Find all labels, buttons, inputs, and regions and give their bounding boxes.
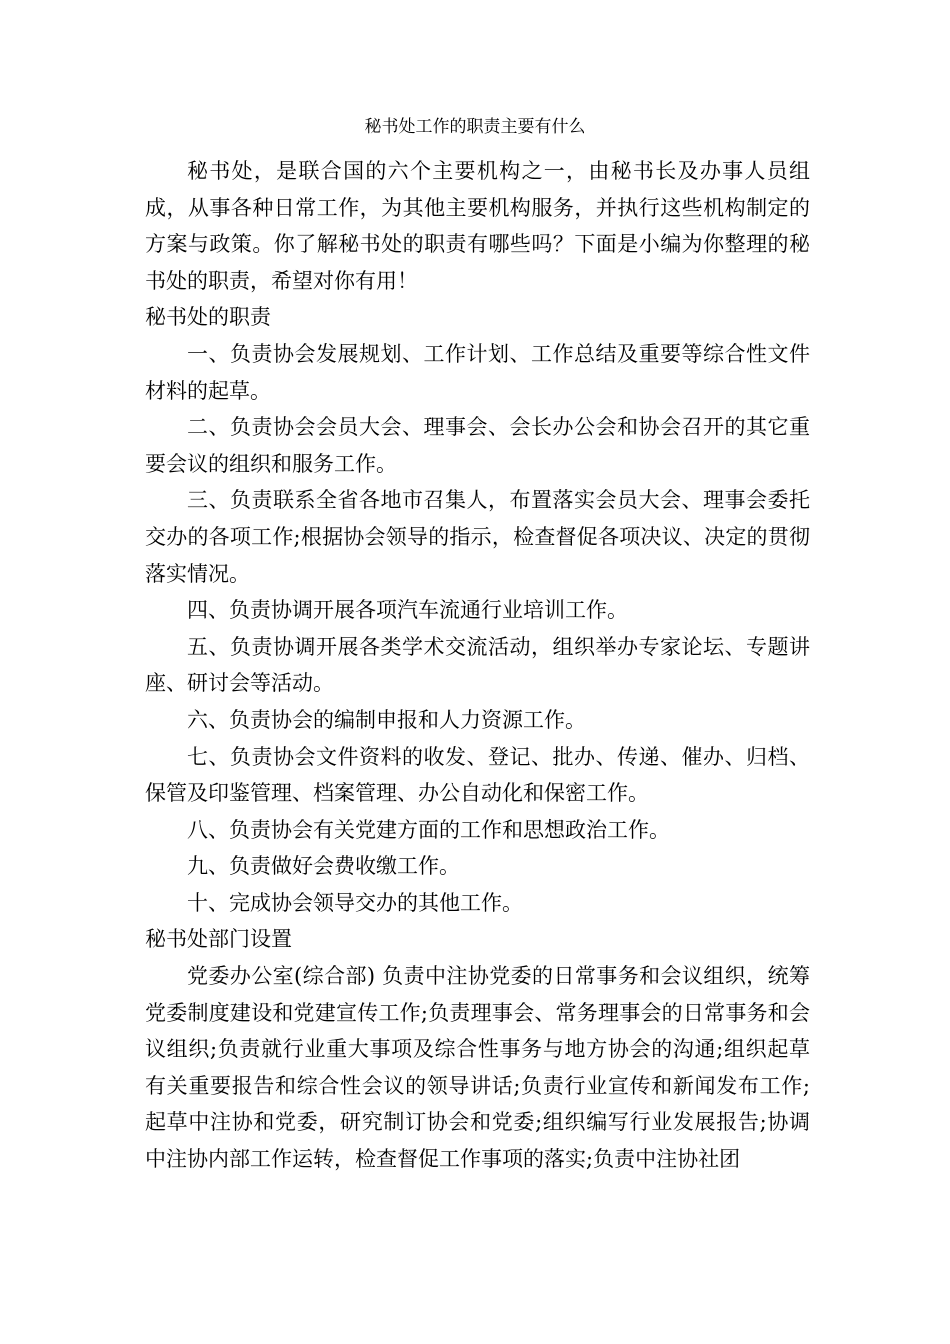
department-paragraph: 党委办公室(综合部) 负责中注协党委的日常事务和会议组织，统筹党委制度建设和党建宣传工作;负责理事会、常务理事会的日常事务和会议组织;负责就行业重大事项及综合性事务与地方协会的沟通;组织起草有关重要报告和综合性会议的领导讲话;负责行业宣传和新闻发布工作;起草中注协和党委，研究制订协会和党委;组织编写行业发展报告;协调中注协内部工作运转，检查督促工作事项的落实;负责中注协社团 <box>145 964 810 1172</box>
intro-paragraph: 秘书处，是联合国的六个主要机构之一，由秘书长及办事人员组成，从事各种日常工作，为其他主要机构服务，并执行这些机构制定的方案与政策。你了解秘书处的职责有哪些吗？下面是小编为你整理的秘书处的职责，希望对你有用！ <box>145 159 810 293</box>
duty-item: 七、负责协会文件资料的收发、登记、批办、传递、催办、归档、保管及印鉴管理、档案管理、办公自动化和保密工作。 <box>145 744 810 806</box>
duty-item: 九、负责做好会费收缴工作。 <box>187 854 460 879</box>
duty-item: 八、负责协会有关党建方面的工作和思想政治工作。 <box>187 817 670 842</box>
document-body <box>145 153 810 1178</box>
section-heading-departments: 秘书处部门设置 <box>145 927 292 952</box>
duty-item: 六、负责协会的编制申报和人力资源工作。 <box>187 707 586 732</box>
duty-item: 三、负责联系全省各地市召集人，布置落实会员大会、理事会委托交办的各项工作;根据协会领导的指示，检查督促各项决议、决定的贯彻落实情况。 <box>145 488 810 586</box>
document-title: 秘书处工作的职责主要有什么 <box>364 117 586 137</box>
section-heading-duties: 秘书处的职责 <box>145 305 271 330</box>
duty-item: 一、负责协会发展规划、工作计划、工作总结及重要等综合性文件材料的起草。 <box>145 341 810 403</box>
duty-item: 十、完成协会领导交办的其他工作。 <box>187 890 523 915</box>
duty-item: 四、负责协调开展各项汽车流通行业培训工作。 <box>187 598 628 623</box>
duty-item: 二、负责协会会员大会、理事会、会长办公会和协会召开的其它重要会议的组织和服务工作。 <box>145 415 810 476</box>
duty-item: 五、负责协调开展各类学术交流活动，组织举办专家论坛、专题讲座、研讨会等活动。 <box>145 634 810 696</box>
